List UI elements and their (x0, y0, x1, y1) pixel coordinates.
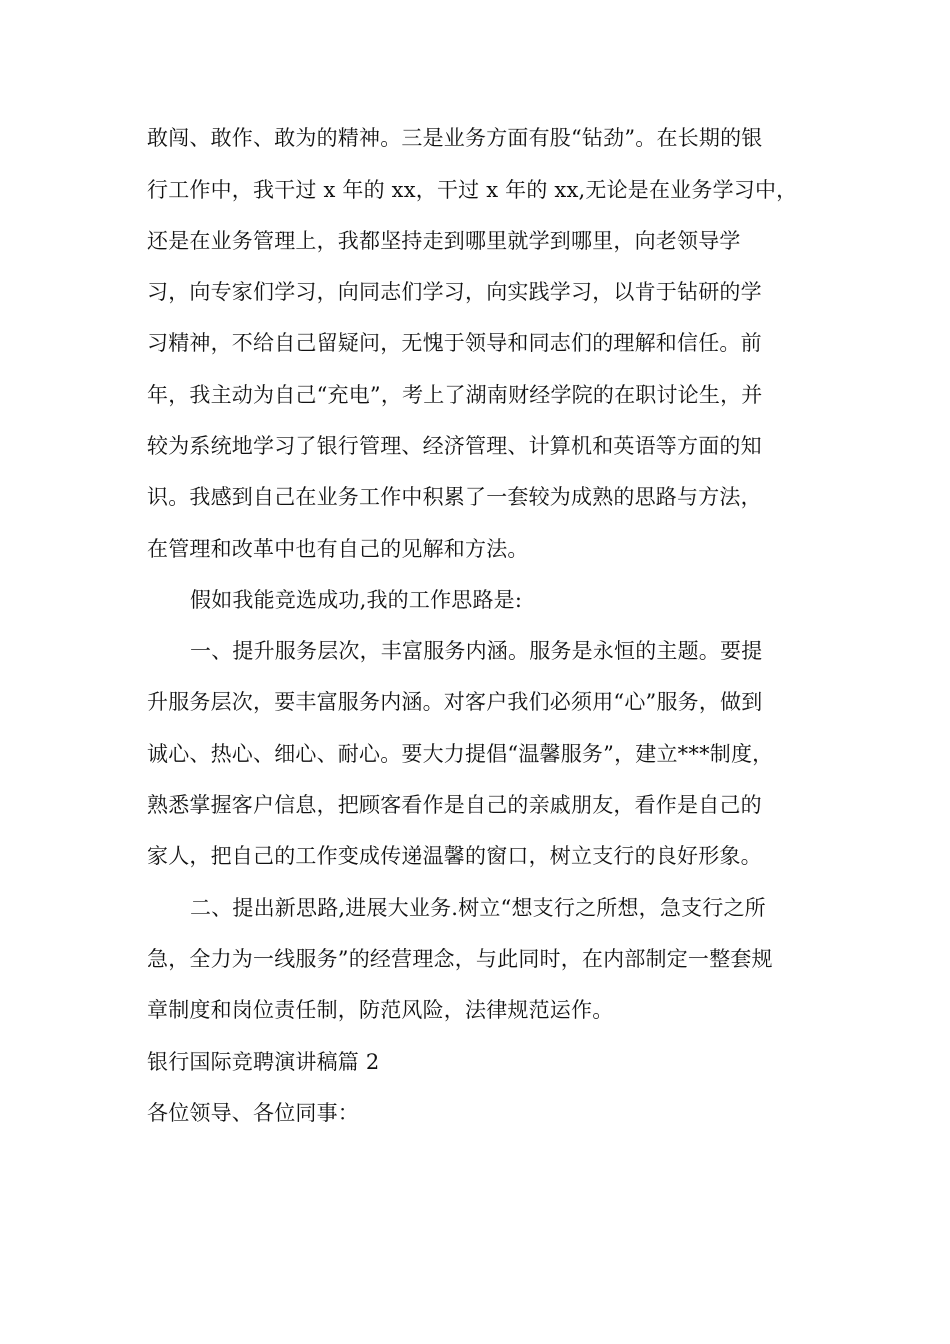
paragraph-line: 假如我能竞选成功,我的工作思路是: (190, 588, 523, 612)
paragraph-line: 还是在业务管理上，我都坚持走到哪里就学到哪里，向老领导学 (147, 229, 741, 253)
paragraph-line: 习精神，不给自己留疑问，无愧于领导和同志们的理解和信任。前 (147, 331, 762, 355)
paragraph-line: 敢闯、敢作、敢为的精神。三是业务方面有股“钻劲”。在长期的银 (147, 126, 763, 150)
paragraph-line: 熟悉掌握客户信息，把顾客看作是自己的亲戚朋友，看作是自己的 (147, 793, 762, 817)
paragraph-line: 识。我感到自己在业务工作中积累了一套较为成熟的思路与方法， (147, 485, 762, 509)
paragraph-line: 年，我主动为自己“充电”，考上了湖南财经学院的在职讨论生，并 (147, 383, 763, 407)
paragraph-line: 急，全力为一线服务”的经营理念，与此同时，在内部制定一整套规 (147, 947, 773, 971)
paragraph-line: 章制度和岗位责任制，防范风险，法律规范运作。 (147, 998, 614, 1022)
section-heading: 银行国际竞聘演讲稿篇 2 (147, 1050, 380, 1074)
paragraph-line: 较为系统地学习了银行管理、经济管理、计算机和英语等方面的知 (147, 434, 762, 458)
paragraph-line: 二、提出新思路,进展大业务.树立“想支行之所想，急支行之所 (190, 896, 766, 920)
paragraph-line: 一、提升服务层次，丰富服务内涵。服务是永恒的主题。要提 (190, 639, 763, 663)
paragraph-line: 家人，把自己的工作变成传递温馨的窗口，树立支行的良好形象。 (147, 844, 762, 868)
paragraph-line: 习，向专家们学习，向同志们学习，向实践学习，以肯于钻研的学 (147, 280, 762, 304)
paragraph-line: 在管理和改革中也有自己的见解和方法。 (147, 537, 529, 561)
salutation: 各位领导、各位同事： (147, 1101, 359, 1125)
paragraph-line: 升服务层次，要丰富服务内涵。对客户我们必须用“心”服务，做到 (147, 690, 763, 714)
paragraph-line: 诚心、热心、细心、耐心。要大力提倡“温馨服务”，建立***制度， (147, 742, 774, 766)
paragraph-line: 行工作中，我干过 x 年的 xx，干过 x 年的 xx,无论是在业务学习中， (147, 178, 798, 202)
